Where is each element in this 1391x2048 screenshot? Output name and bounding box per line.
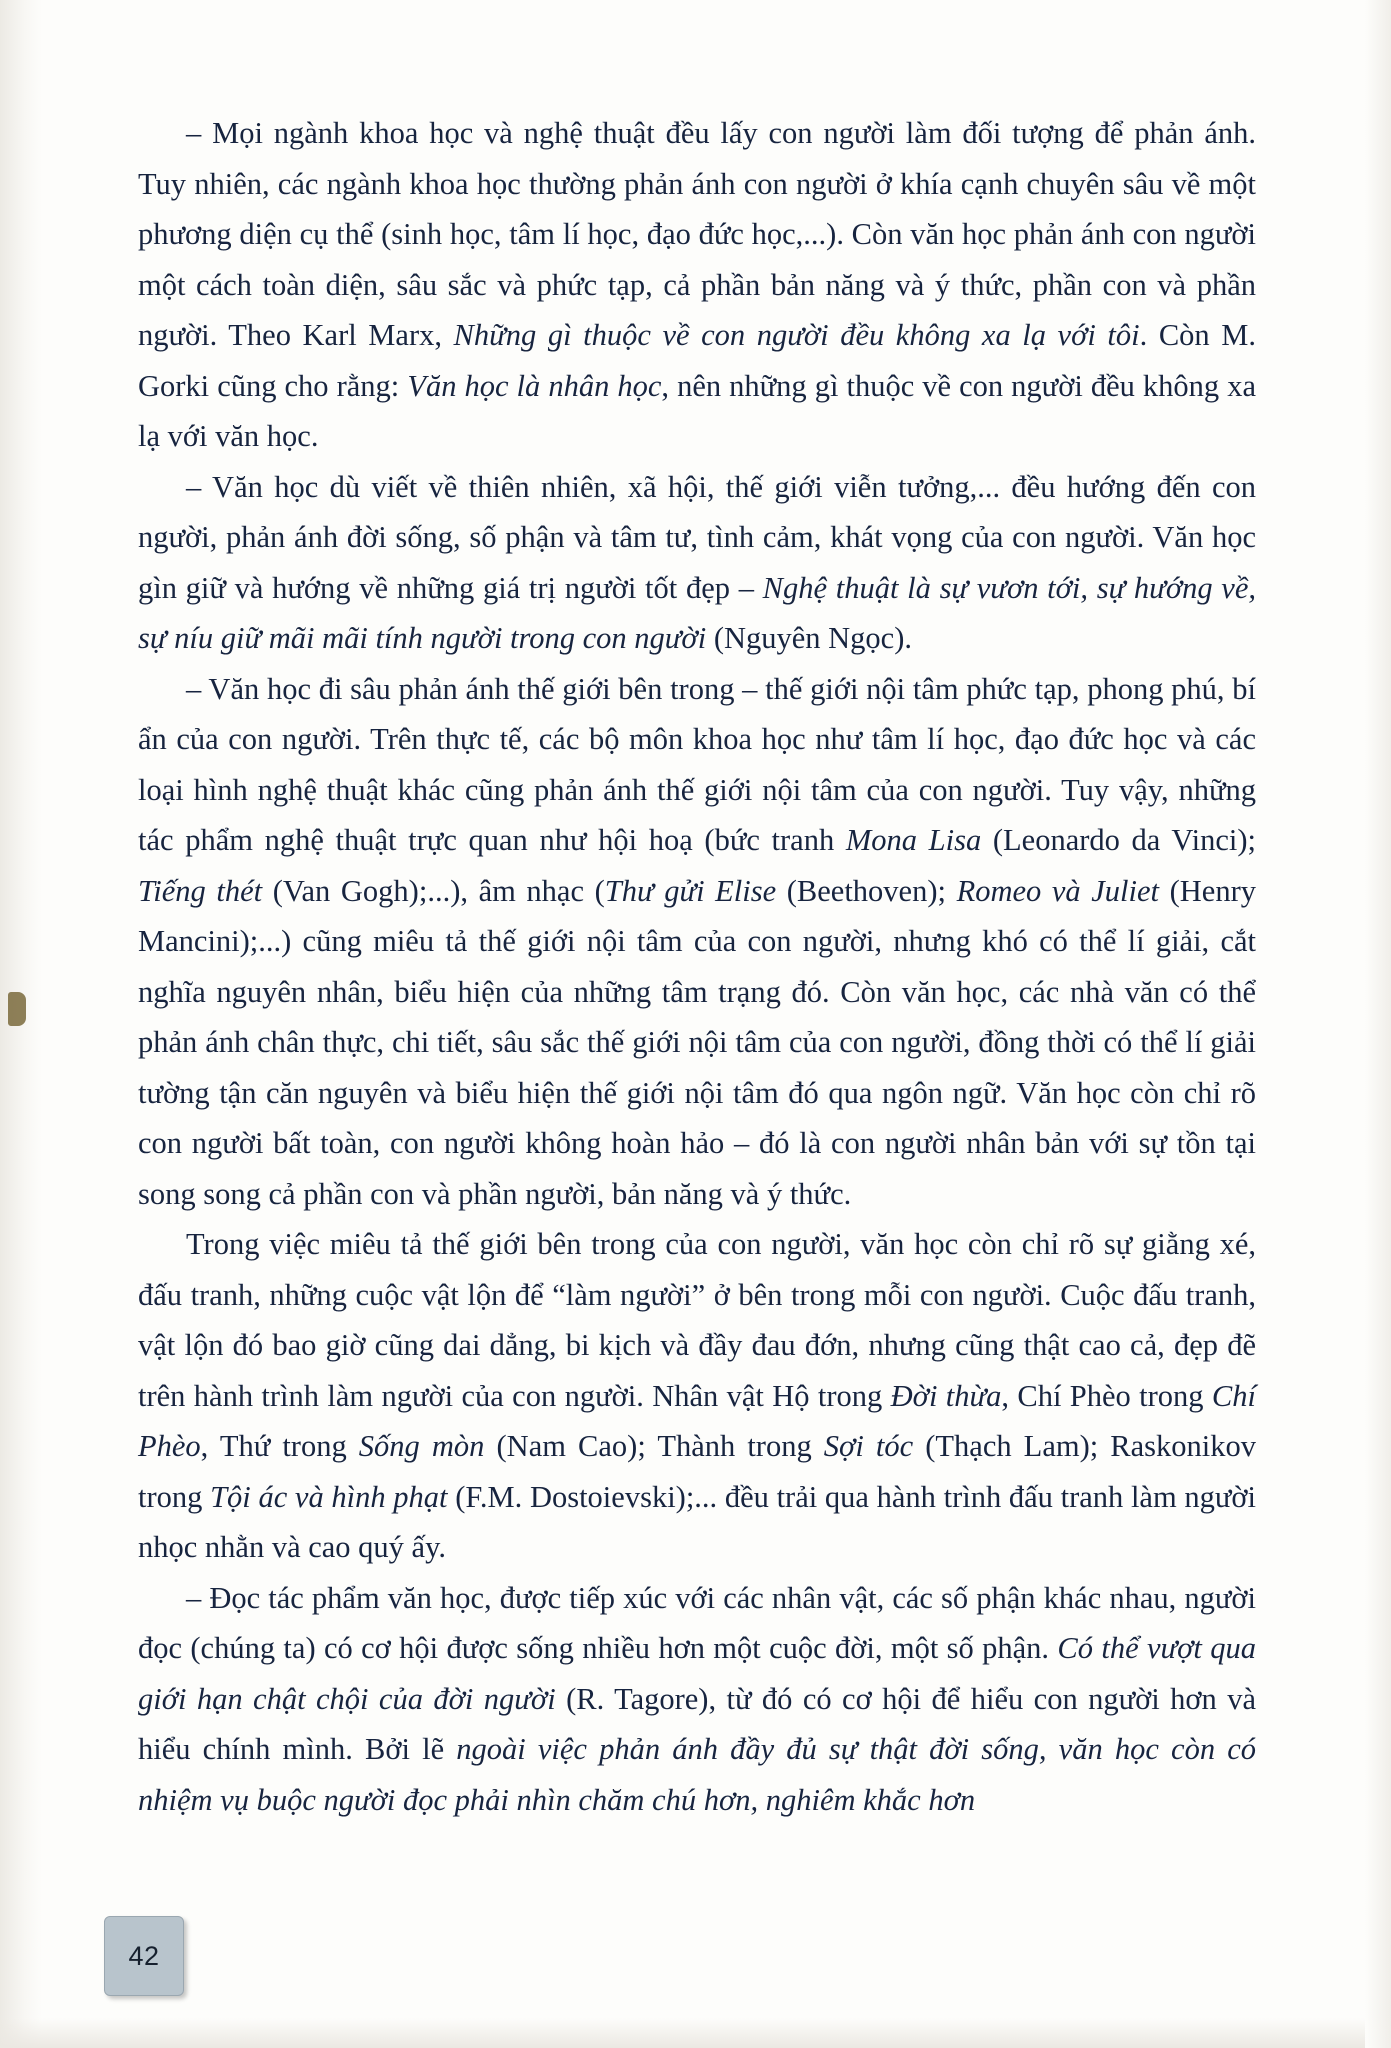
text-run: – Mọi ngành khoa học và nghệ thuật đều lấy con người làm đối tượng để phản ánh. Tuy nhiên, các ngành khoa học thường phản ánh con người ở khía cạnh chuyên sâu về một phương diện cụ thể (sinh học, tâm lí học, đạo đức học,...). Còn văn học phản ánh con người một cách toàn diện, sâu sắc và phức tạp, cả phần bản năng và ý thức, phần con và phần người. Theo Karl Marx, xyxy=(138,116,1256,352)
text-run: – Đọc tác phẩm văn học, được tiếp xúc với các nhân vật, các số phận khác nhau, người đọc (chúng ta) có cơ hội được sống nhiều hơn một cuộc đời, một số phận. xyxy=(138,1580,1256,1665)
paragraph xyxy=(138,1219,1256,1573)
page-edge-mark xyxy=(8,992,26,1026)
page-body-text xyxy=(138,108,1256,1825)
italic-run: Romeo và Juliet xyxy=(956,873,1160,908)
italic-run: Những gì thuộc về con người đều không xa lạ với tôi xyxy=(453,318,1140,352)
text-run: (R. Tagore), từ đó có cơ hội để hiểu con người hơn và hiểu chính mình. Bởi lẽ xyxy=(138,1681,1256,1766)
page-number: 42 xyxy=(128,1940,160,1971)
text-run: (Van Gogh);...), âm nhạc ( xyxy=(262,873,605,908)
text-run: , Thứ trong xyxy=(200,1429,359,1463)
italic-run: Tội ác và hình phạt xyxy=(210,1479,448,1514)
text-run: (Beethoven); xyxy=(776,873,957,908)
text-run: (F.M. Dostoievski);... đều trải qua hành trình đấu tranh làm người nhọc nhằn và cao quý ấy. xyxy=(138,1479,1256,1564)
italic-run: Đời thừa xyxy=(890,1378,1002,1413)
page-bottom-shadow xyxy=(0,2018,1391,2048)
italic-run: Chí Phèo xyxy=(138,1378,1256,1463)
text-run: (Thạch Lam); Raskonikov trong xyxy=(138,1429,1257,1514)
italic-run: Văn học là nhân học xyxy=(407,368,662,403)
paragraph xyxy=(138,108,1256,462)
text-run: – Văn học dù viết về thiên nhiên, xã hội, thế giới viễn tưởng,... đều hướng đến con người, phản ánh đời sống, số phận và tâm tư, tình cảm, khát vọng của con người. Văn học gìn giữ và hướng về những giá trị người tốt đẹp – xyxy=(138,469,1256,605)
text-run: – Văn học đi sâu phản ánh thế giới bên trong – thế giới nội tâm phức tạp, phong phú, bí ẩn của con người. Trên thực tế, các bộ môn khoa học như tâm lí học, đạo đức học và các loại hình nghệ thuật khác cũng phản ánh thế giới nội tâm của con người. Tuy vậy, những tác phẩm nghệ thuật trực quan như hội hoạ (bức tranh xyxy=(138,671,1256,857)
text-run: (Nam Cao); Thành trong xyxy=(484,1429,824,1463)
italic-run: Tiếng thét xyxy=(138,873,263,908)
italic-run: Sống mòn xyxy=(358,1429,485,1463)
paragraph xyxy=(138,664,1256,1220)
paragraph xyxy=(138,1573,1256,1826)
italic-run: Thư gửi Elise xyxy=(604,873,777,908)
text-run: , Chí Phèo trong xyxy=(1001,1378,1212,1413)
text-run: (Henry Mancini);...) cũng miêu tả thế giới nội tâm của con người, nhưng khó có thể lí giải, cắt nghĩa nguyên nhân, biểu hiện của những tâm trạng đó. Còn văn học, các nhà văn có thể phản ánh chân thực, chi tiết, sâu sắc thế giới nội tâm của con người, đồng thời có thể lí giải tường tận căn nguyên và biểu hiện thế giới nội tâm đó qua ngôn ngữ. Văn học còn chỉ rõ con người bất toàn, con người không hoàn hảo – đó là con người nhân bản với sự tồn tại song song cả phần con và phần người, bản năng và ý thức. xyxy=(138,873,1256,1211)
text-run: (Nguyên Ngọc). xyxy=(706,621,913,655)
paragraph xyxy=(138,462,1256,664)
italic-run: Mona Lisa xyxy=(845,823,982,857)
italic-run: Sợi tóc xyxy=(823,1429,914,1463)
text-run: (Leonardo da Vinci); xyxy=(981,823,1256,857)
italic-run: Có thể vượt qua giới hạn chật chội của đời người xyxy=(138,1631,1257,1716)
text-run: Trong việc miêu tả thế giới bên trong của con người, văn học còn chỉ rõ sự giằng xé, đấu tranh, những cuộc vật lộn để “làm người” ở bên trong mỗi con người. Cuộc đấu tranh, vật lộn đó bao giờ cũng dai dẳng, bi kịch và đầy đau đớn, nhưng cũng thật cao cả, đẹp đẽ trên hành trình làm người của con người. Nhân vật Hộ trong xyxy=(138,1227,1256,1413)
italic-run: Nghệ thuật là sự vươn tới, sự hướng về, sự níu giữ mãi mãi tính người trong con người xyxy=(138,570,1256,655)
text-run: , nên những gì thuộc về con người đều không xa lạ với văn học. xyxy=(138,368,1256,453)
page-number-badge xyxy=(104,1916,184,1996)
italic-run: ngoài việc phản ánh đầy đủ sự thật đời sống, văn học còn có nhiệm vụ buộc người đọc phải nhìn chăm chú hơn, nghiêm khắc hơn xyxy=(138,1732,1256,1817)
text-run: . Còn M. Gorki cũng cho rằng: xyxy=(138,318,1256,403)
